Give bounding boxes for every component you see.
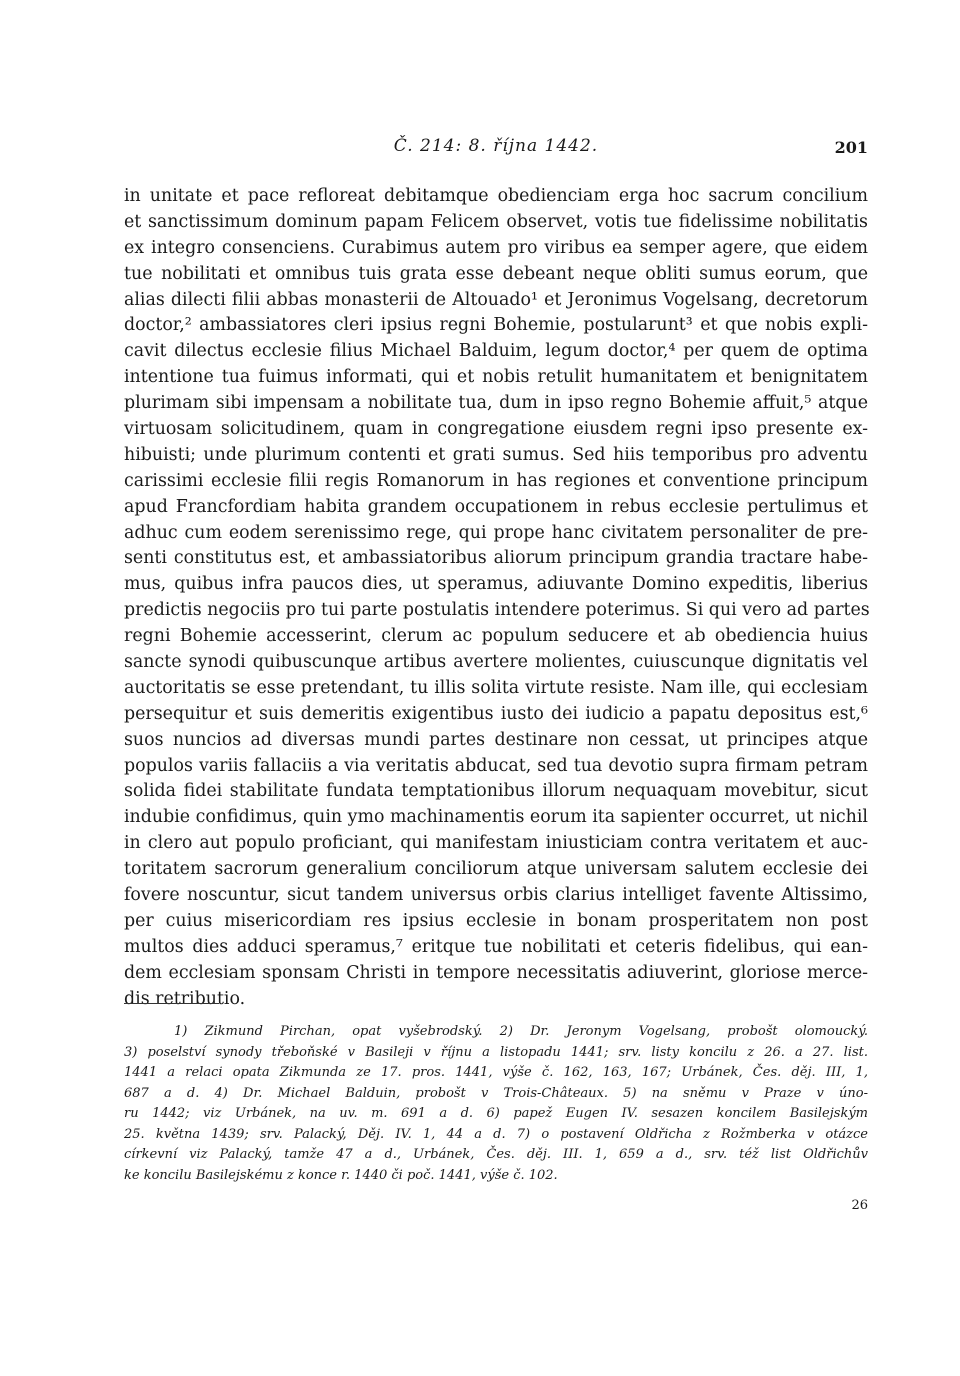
text-line: auctoritatis se esse pretendant, tu illis solita virtute resiste. Nam ille, qui ecclesiam <box>124 677 868 698</box>
main-text <box>124 184 868 1013</box>
page-header <box>124 136 868 160</box>
page-number: 201 <box>834 138 868 157</box>
text-line: predictis negociis pro tui parte postulatis intendere poterimus. Si qui vero ad partes <box>124 600 870 621</box>
footnote-line: 3) poselství synody třeboňské v Basileji v říjnu a listopadu 1441; srv. listy koncilu z 26. a 27. list. <box>124 1044 868 1060</box>
text-line: carissimi ecclesie filii regis Romanorum in has regiones et conventione principum <box>124 470 868 491</box>
footnote-line: ke koncilu Basilejskému z konce r. 1440 či poč. 1441, výše č. 102. <box>124 1167 558 1183</box>
text-line: per cuius misericordiam res ipsius ecclesie in bonam prosperitatem non post <box>124 910 868 931</box>
text-line: senti constitutus est, et ambassiatoribus aliorum principum grandia tractare habe- <box>124 548 868 569</box>
text-line: adhuc cum eodem serenissimo rege, qui prope hanc civitatem personaliter de pre- <box>124 522 868 543</box>
footnotes <box>124 1022 868 1186</box>
text-line: indubie confidimus, quin ymo machinamentis eorum ita sapienter occurret, ut nichil <box>124 807 868 828</box>
text-line: hibuisti; unde plurimum contenti et grati sumus. Sed hiis temporibus pro adventu <box>124 444 868 465</box>
text-line: et sanctissimum dominum papam Felicem observet, votis tue fidelissime nobilitatis <box>124 211 868 232</box>
text-line: sancte synodi quibuscunque artibus avertere molientes, cuiuscunque dignitatis vel <box>124 652 868 673</box>
text-line: suos nuncios ad diversas mundi partes destinare non cessat, ut principes atque <box>124 729 868 750</box>
text-line: plurimam sibi impensam a nobilitate tua, dum in ipso regno Bohemie affuit,⁵ atque <box>124 393 868 414</box>
text-line: virtuosam solicitudinem, quam in congregatione eiusdem regni ipso presente ex- <box>124 419 868 440</box>
text-line: in unitate et pace refloreat debitamque obedienciam erga hoc sacrum concilium <box>124 186 868 206</box>
text-line: doctor,² ambassiatores cleri ipsius regni Bohemie, postularunt³ et que nobis expli- <box>124 315 868 336</box>
text-line: populos variis fallaciis a via veritatis abducat, sed tua devotio supra firmam petram <box>124 755 868 776</box>
footnote-line: 25. května 1439; srv. Palacký, Děj. IV. 1, 44 a d. 7) o postavení Oldřicha z Rožmberka v otázce <box>124 1126 868 1142</box>
running-head: Č. 214: 8. října 1442. <box>393 136 599 156</box>
footnote-divider <box>124 1003 219 1004</box>
text-line: dem ecclesiam sponsam Christi in tempore necessitatis adiuverint, gloriose merce- <box>124 962 868 983</box>
text-line: apud Francfordiam habita grandem occupationem in rebus ecclesie pertulimus et <box>124 496 868 517</box>
text-line: in clero aut populo proficiant, qui manifestam iniusticiam contra veritatem et auc- <box>124 833 868 854</box>
text-line: alias dilecti filii abbas monasterii de Altouado¹ et Jeronimus Vogelsang, decretorum <box>124 289 868 310</box>
text-line: regni Bohemie accesserint, clerum ac populum seducere et ab obediencia huius <box>124 626 868 647</box>
footnote-line: 1) Zikmund Pirchan, opat vyšebrodský. 2) Dr. Jeronym Vogelsang, probošt olomoucký. <box>174 1024 868 1039</box>
text-line: toritatem sacrorum generalium conciliorum atque universam salutem ecclesie dei <box>124 859 868 880</box>
text-line: multos dies adduci speramus,⁷ eritque tue nobilitati et ceteris fidelibus, qui ean- <box>124 936 868 957</box>
footnote-line: 687 a d. 4) Dr. Michael Balduin, probošt v Trois-Châteaux. 5) na sněmu v Praze v úno- <box>124 1085 868 1101</box>
text-line: persequitur et suis demeritis exigentibus iusto dei iudicio a papatu depositus est,⁶ <box>124 703 868 724</box>
footnote-line: ru 1442; viz Urbánek, na uv. m. 691 a d. 6) papež Eugen IV. sesazen koncilem Basilejským <box>124 1106 868 1121</box>
text-line: mus, quibus infra paucos dies, ut speramus, adiuvante Domino expeditis, liberius <box>124 574 868 595</box>
text-line: cavit dilectus ecclesie filius Michael Balduim, legum doctor,⁴ per quem de optima <box>124 341 868 362</box>
text-line: dis retributio. <box>124 988 246 1009</box>
signature-mark: 26 <box>851 1198 868 1213</box>
text-line: tue nobilitati et omnibus tuis grata esse debeant neque obliti sumus eorum, que <box>124 263 868 284</box>
footnote-line: církevní viz Palacký, tamže 47 a d., Urbánek, Čes. děj. III. 1, 659 a d., srv. též list Oldřichův <box>124 1147 868 1162</box>
text-line: ex integro consenciens. Curabimus autem pro viribus ea semper agere, que eidem <box>124 237 868 258</box>
text-line: intentione tua fuimus informati, qui et nobis retulit humanitatem et benignitatem <box>124 367 868 388</box>
footnote-line: 1441 a relaci opata Zikmunda ze 17. pros. 1441, výše č. 162, 163, 167; Urbánek, Čes. děj. III, 1, <box>124 1065 868 1080</box>
text-line: solida fidei stabilitate fundata temptationibus illorum nequaquam movebitur, sicut <box>124 781 868 802</box>
text-line: fovere noscuntur, sicut tandem universus orbis clarius intelliget favente Altissimo, <box>124 885 868 906</box>
